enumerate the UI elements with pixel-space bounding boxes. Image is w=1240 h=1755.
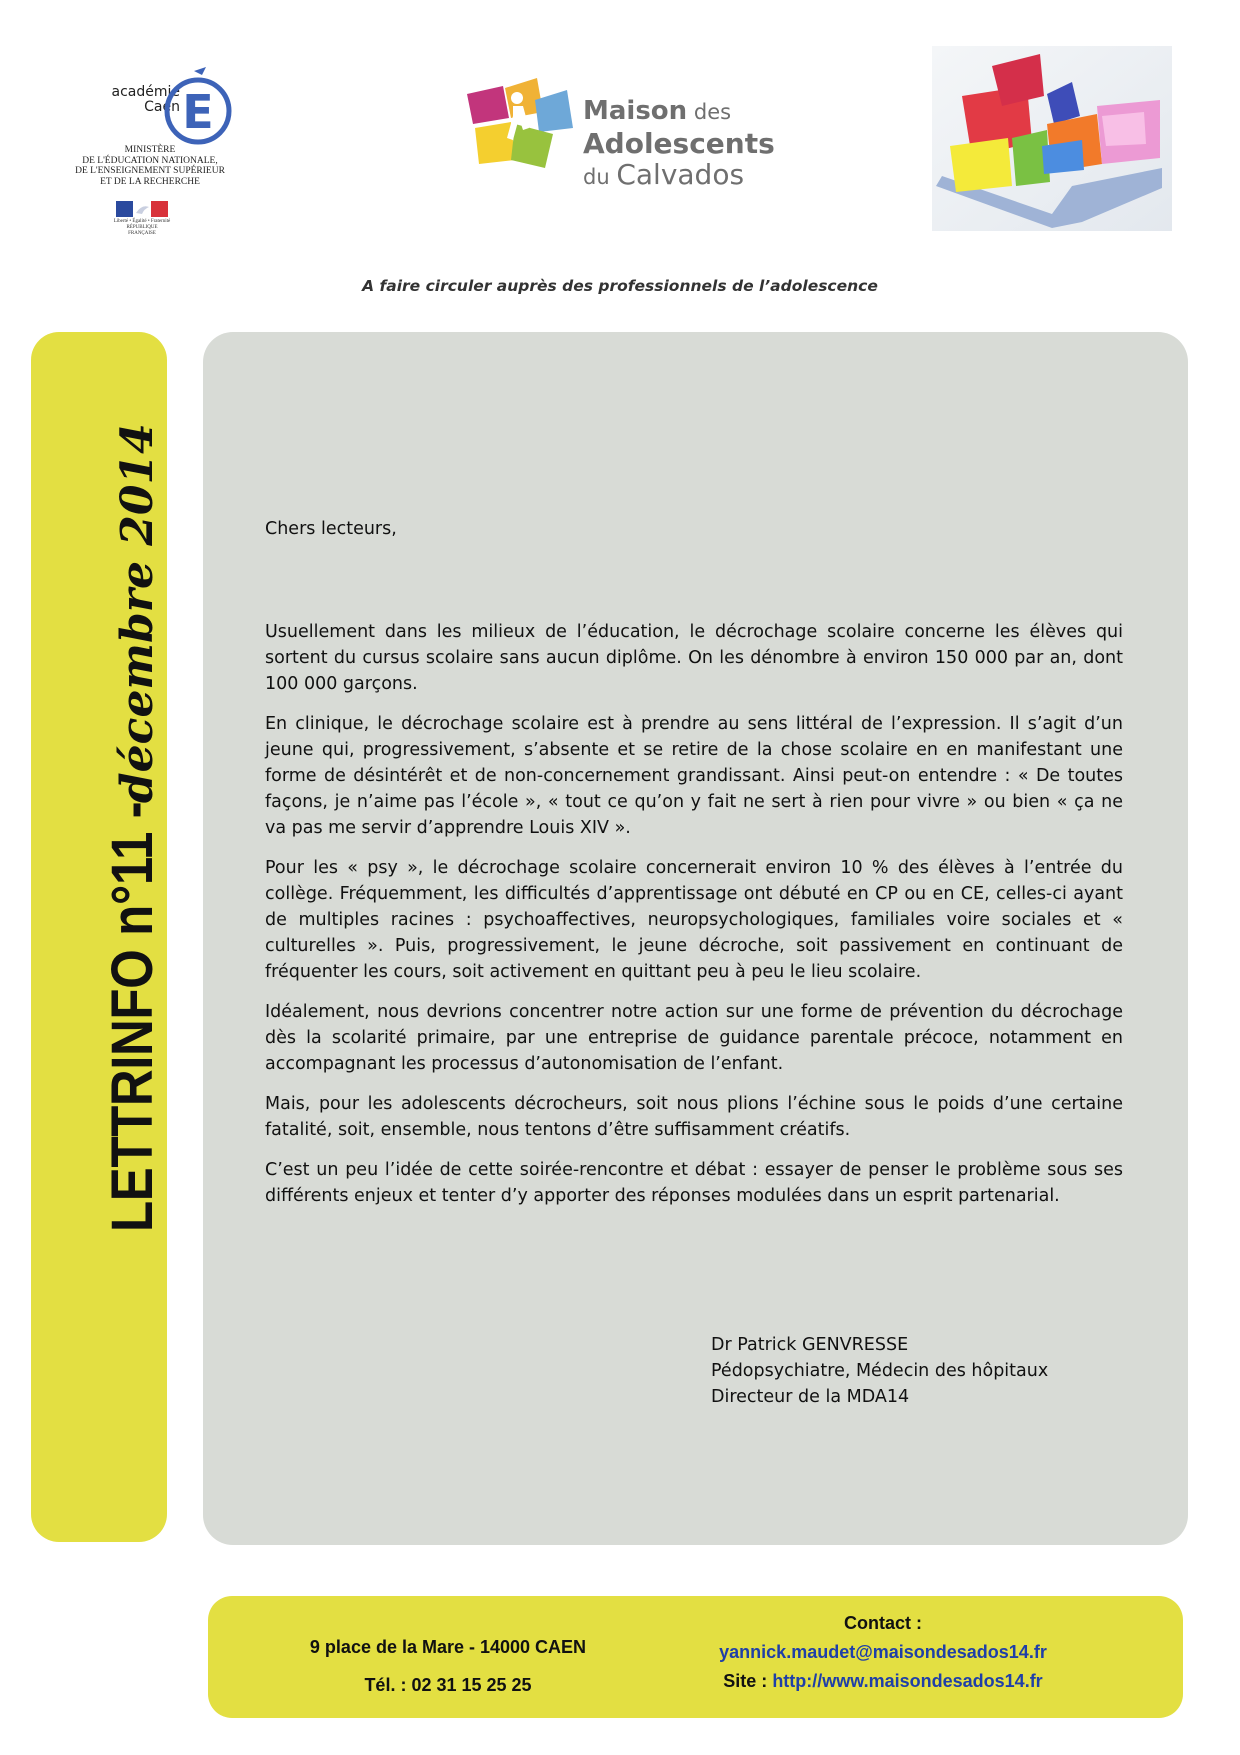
address-block [303,1628,593,1704]
letter-panel [203,332,1188,1545]
colorful-blocks-logo [932,46,1172,231]
signature-block [711,1332,1048,1410]
flag-caption: Liberté • Égalité • Fraternité RÉPUBLIQUE FRANÇAISE [113,219,171,236]
phone: Tél. : 02 31 15 25 25 [364,1675,532,1695]
academie-wordmark: académie Caen [111,84,180,115]
academie-e-icon [160,67,236,147]
contact-label: Contact : [844,1613,922,1633]
academie-caen-logo [60,55,240,235]
newsletter-date: décembre 2014 [112,423,163,804]
ministry-text: MINISTÈRE DE L'ÉDUCATION NATIONALE, DE L'ENSEIGNEMENT SUPÉRIEUR ET DE LA RECHERCHE [75,145,225,187]
signature-role: Pédopsychiatre, Médecin des hôpitaux [711,1361,1049,1381]
mda-calvados-logo [465,78,795,191]
contact-block [698,1609,1068,1696]
tagline: A faire circuler auprès des professionnels de l’adolescence [362,277,878,295]
paragraph: Usuellement dans les milieux de l’éducation, le décrochage scolaire concerne les élèves qui sortent du cursus scolaire sans aucun diplôme. On les dénombre à environ 150 000 par an, dont 100 000 garçons. [265,622,1123,694]
mda-wordmark: Maison des Adolescents du Calvados [583,96,775,191]
mda-puzzle-icon [465,78,575,188]
letter-body [265,516,1123,1223]
footer [208,1596,1183,1718]
site-link[interactable]: http://www.maisondesados14.fr [772,1671,1043,1691]
signature-position: Directeur de la MDA14 [711,1387,910,1407]
paragraph: Idéalement, nous devrions concentrer notre action sur une forme de prévention du décrochage dès la scolarité primaire, par une entreprise de guidance parentale précoce, notamment en accompagnant les processus d’autonomisation de l’enfant. [265,1002,1123,1074]
side-banner [31,332,167,1542]
signature-name: Dr Patrick GENVRESSE [711,1335,909,1355]
site-label: Site : [723,1671,773,1691]
paragraph: C’est un peu l’idée de cette soirée-rencontre et débat : essayer de penser le problème sous ses différents enjeux et tenter d’y apporter des réponses modulées dans un esprit partenarial. [265,1160,1123,1206]
contact-email-link[interactable]: yannick.maudet@maisondesados14.fr [719,1642,1047,1662]
republique-flag-icon [116,201,168,217]
paragraph: Mais, pour les adolescents décrocheurs, soit nous plions l’échine sous le poids d’une certaine fatalité, soit, ensemble, nous tentons d’être suffisamment créatifs. [265,1094,1123,1140]
newsletter-title: LETTRINFO n°11 - [100,801,165,1232]
address: 9 place de la Mare - 14000 CAEN [309,1637,587,1657]
paragraph: En clinique, le décrochage scolaire est à prendre au sens littéral de l’expression. Il s’agit d’un jeune qui, progressivement, s’absente et se retire de la chose scolaire en en manifestant une forme de désintérêt et de non-concernement grandissant. Ainsi peut-on entendre : « De toutes façons, je n’aime pas l’école », « tout ce qu’on y fait ne sert à rien pour vivre » ou bien « ça ne va pas me servir d’apprendre Louis XIV ». [265,714,1123,838]
greeting: Chers lecteurs, [265,519,397,539]
paragraph: Pour les « psy », le décrochage scolaire concernerait environ 10 % des élèves à l’entrée du collège. Fréquemment, les difficultés d’apprentissage ont débuté en CP ou en CE, celles-ci ayant de multiples racines : psychoaffectives, neuropsychologiques, familiales voire sociales et « culturelles ». Puis, progressivement, le jeune décroche, soit passivement en continuant de fréquenter les cours, soit activement en quittant peu à peu le lieu scolaire. [265,858,1123,982]
side-banner-text [99,423,166,1232]
svg-text:E: E [182,85,214,139]
